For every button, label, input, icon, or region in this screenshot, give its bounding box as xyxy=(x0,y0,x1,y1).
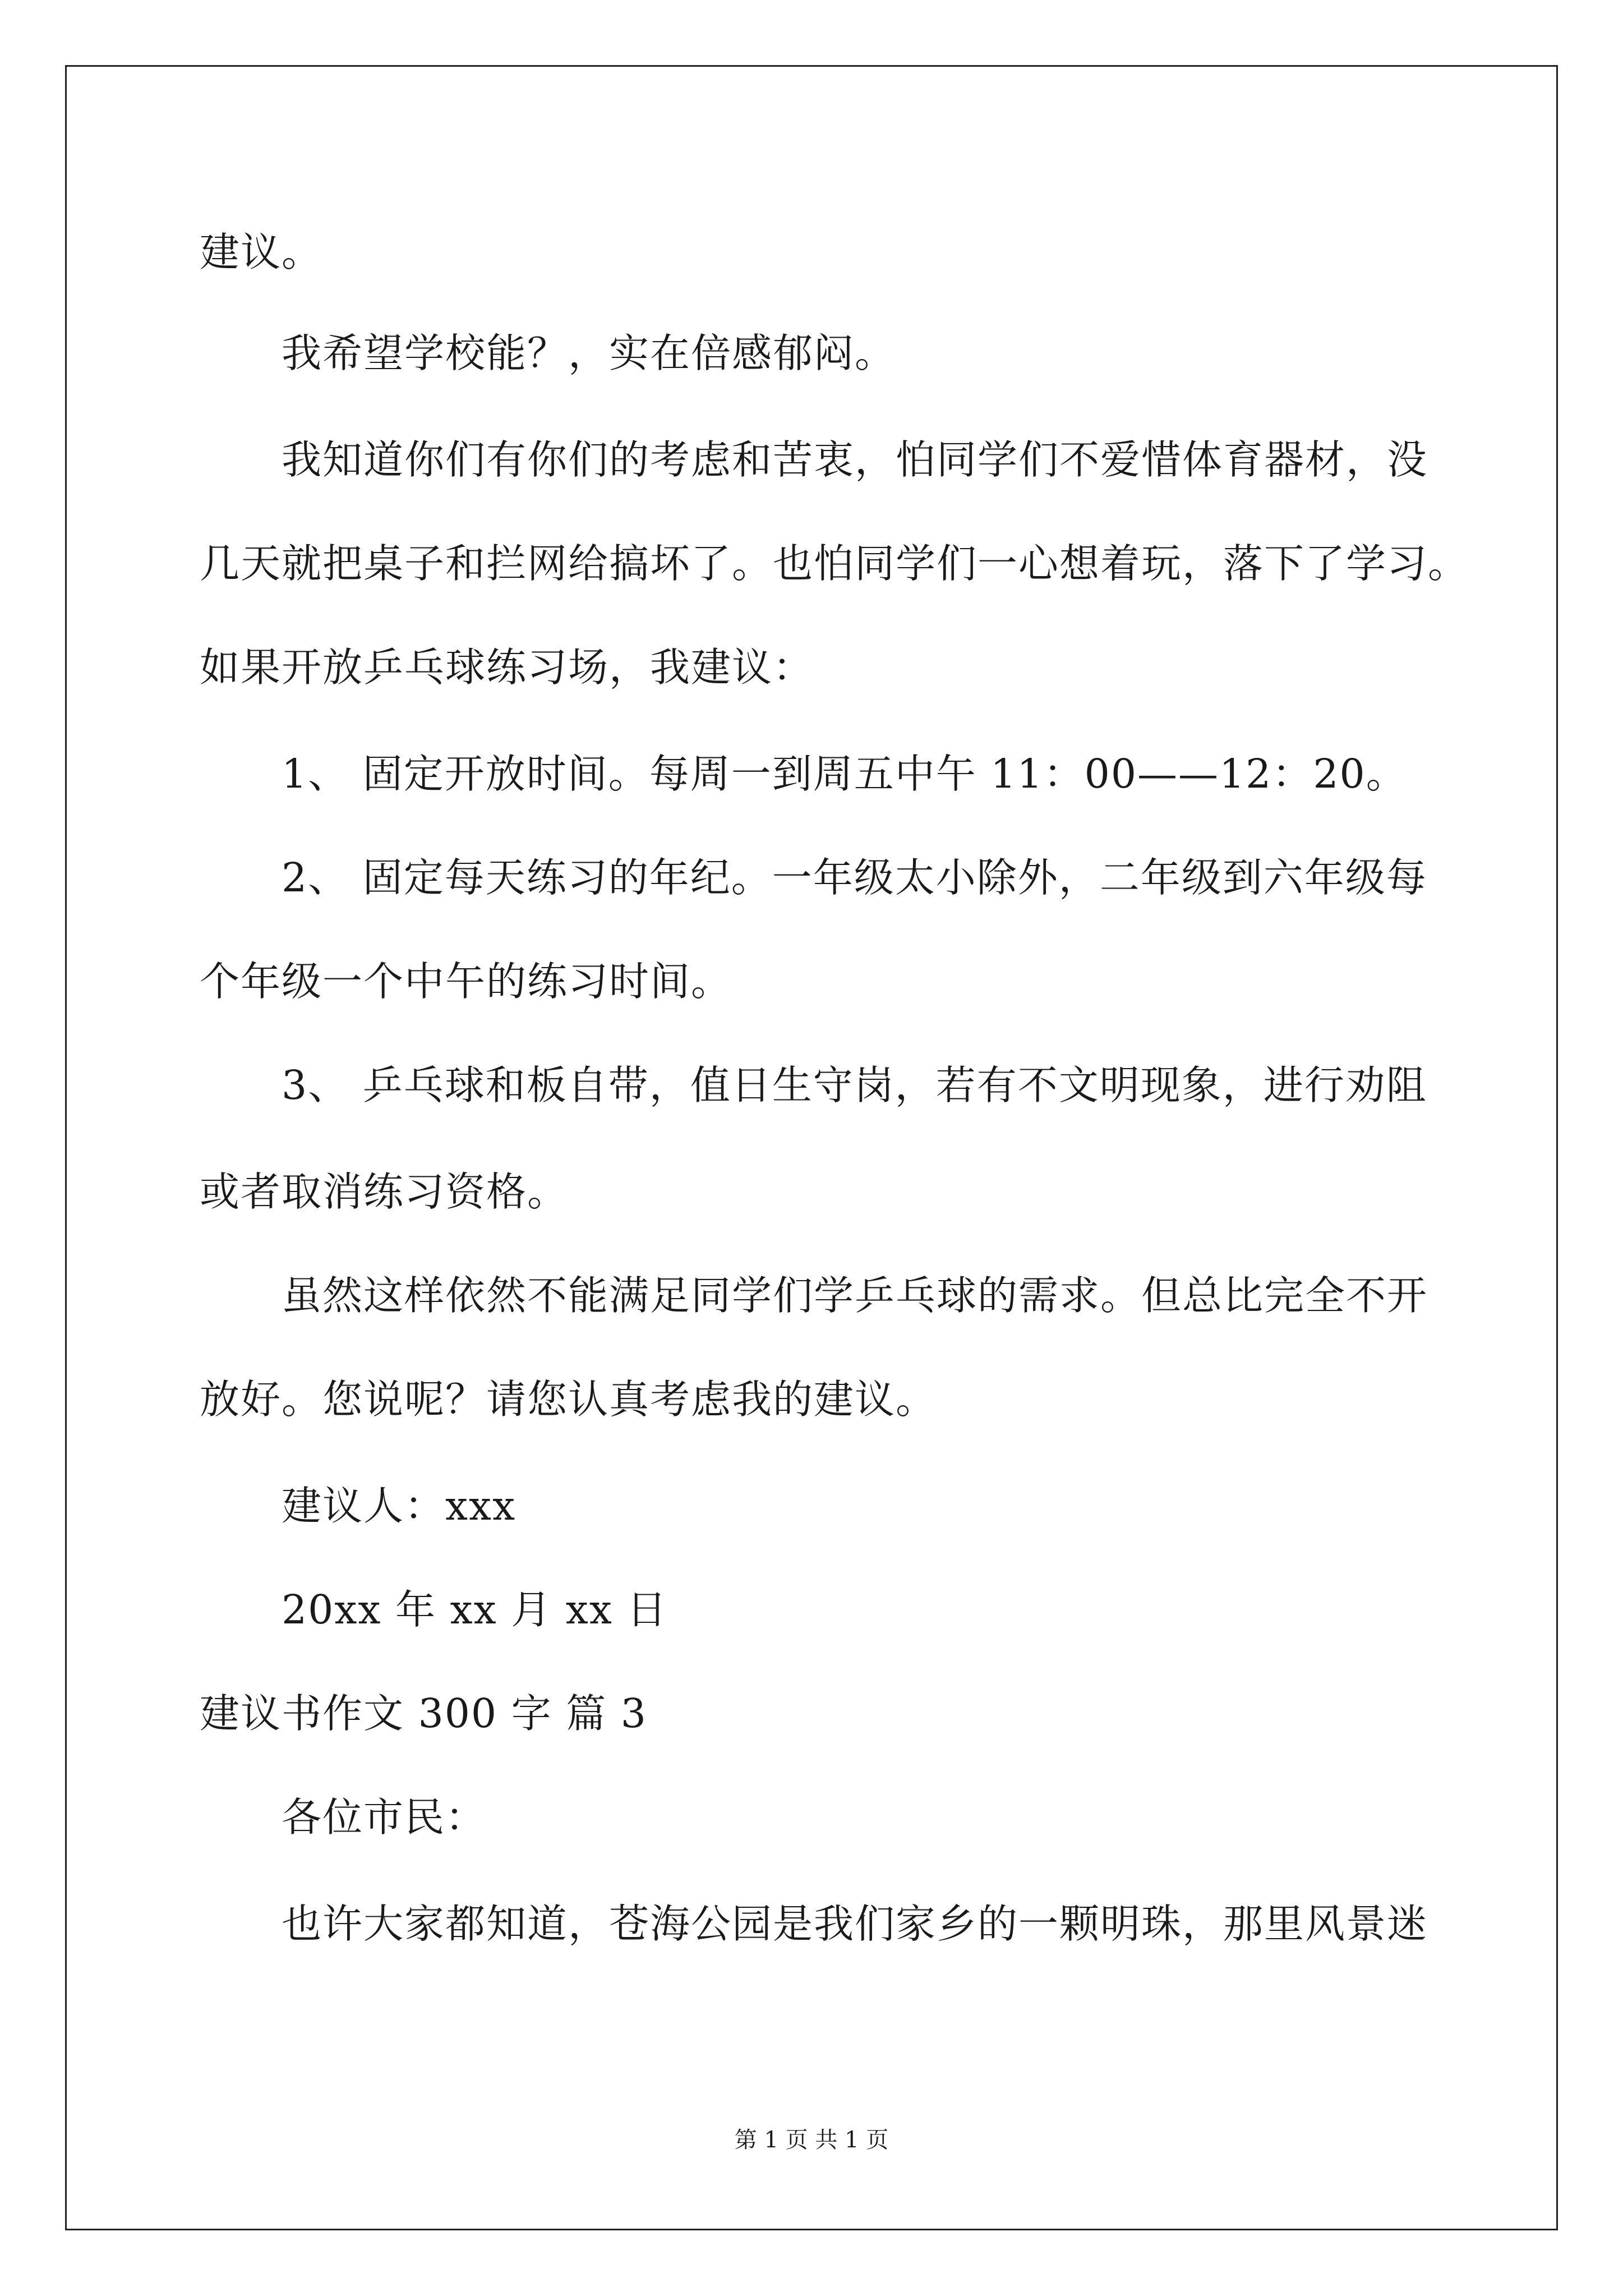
list-item: 2、 固定每天练习的年纪。一年级太小除外，二年级到六年级每 xyxy=(282,854,1427,901)
text-line: 几天就把桌子和拦网给搞坏了。也怕同学们一心想着玩，落下了学习。 xyxy=(200,540,1469,587)
text-line: 建议。 xyxy=(200,229,323,275)
text-line: 个年级一个中午的练习时间。 xyxy=(200,958,732,1005)
text-line: 如果开放乒乓球练习场，我建议： xyxy=(200,644,814,691)
text-line: 也许大家都知道，苍海公园是我们家乡的一颗明珠，那里风景迷 xyxy=(282,1901,1428,1947)
text-line: 我知道你们有你们的考虑和苦衷，怕同学们不爱惜体育器材，没 xyxy=(282,436,1428,483)
signature-line: 建议人：xxx xyxy=(282,1483,517,1529)
list-item: 1、 固定开放时间。每周一到周五中午 11：00——12：20。 xyxy=(282,751,1407,797)
list-item: 3、 乒乓球和板自带，值日生守岗，若有不文明现象，进行劝阻 xyxy=(282,1062,1427,1108)
section-title: 建议书作文 300 字 篇 3 xyxy=(200,1690,647,1737)
text-line: 或者取消练习资格。 xyxy=(200,1168,569,1215)
text-line: 我希望学校能？，实在倍感郁闷。 xyxy=(282,330,896,376)
page-footer: 第 1 页 共 1 页 xyxy=(734,2127,889,2153)
salutation: 各位市民： xyxy=(282,1794,487,1841)
date-line: 20xx 年 xx 月 xx 日 xyxy=(282,1586,668,1633)
text-line: 放好。您说呢？请您认真考虑我的建议。 xyxy=(200,1376,937,1423)
text-line: 虽然这样依然不能满足同学们学乒乓球的需求。但总比完全不开 xyxy=(282,1272,1428,1319)
